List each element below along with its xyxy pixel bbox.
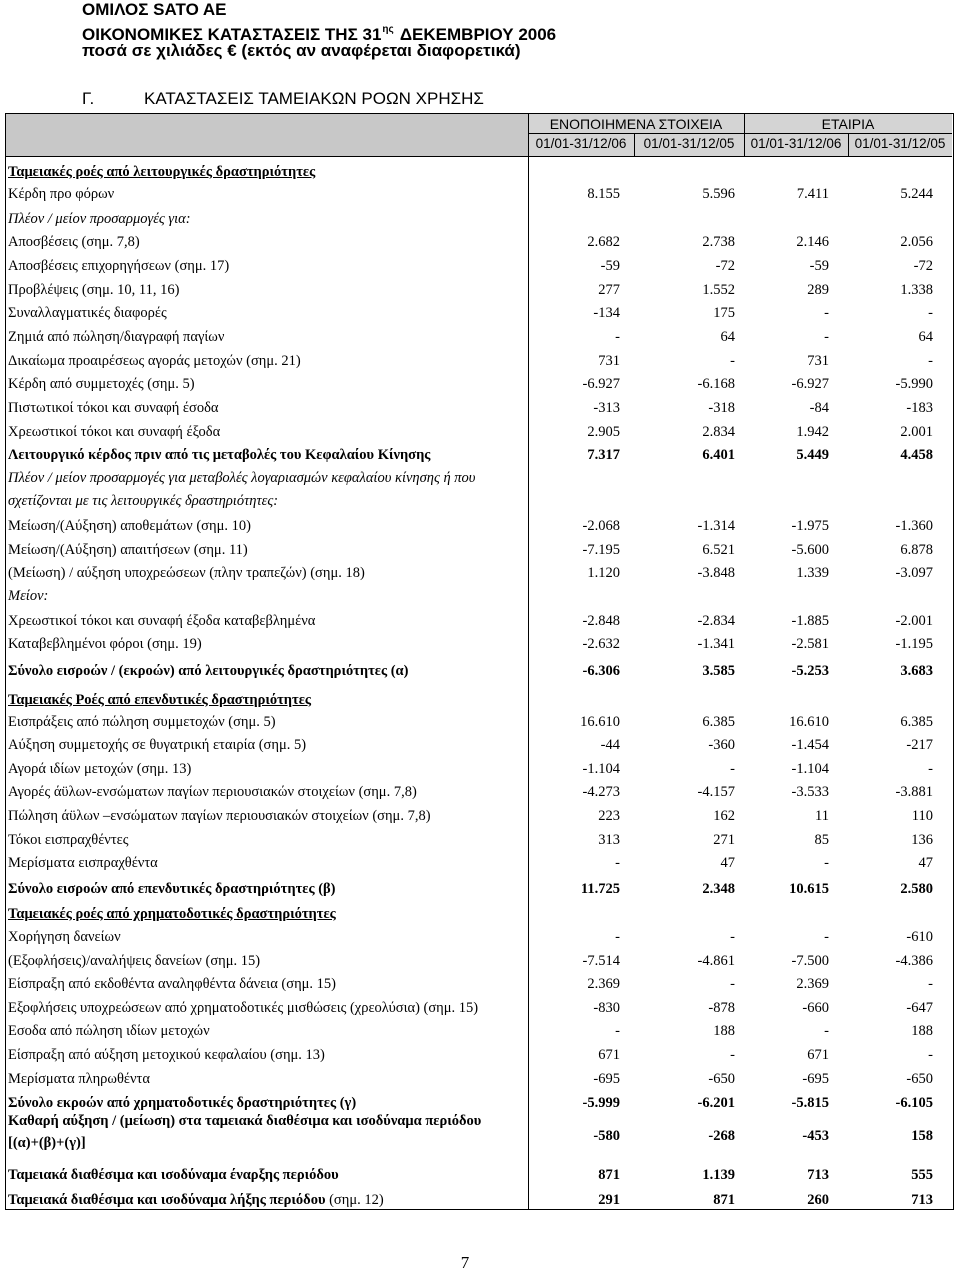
table-row (0, 420, 960, 444)
value-cell-4: 6.385 (900, 714, 933, 730)
value-cell-1: - (615, 855, 620, 871)
row-label (8, 710, 276, 734)
row-label (8, 733, 306, 757)
value-cell-2: 5.596 (702, 186, 735, 202)
value-cell-2: 871 (713, 1192, 735, 1208)
value-cell-1: -134 (593, 305, 620, 321)
value-cell-1: 871 (598, 1167, 620, 1183)
value-cell-2: -3.848 (697, 565, 735, 581)
value-cell-4: -1.360 (895, 518, 933, 534)
table-row (0, 325, 960, 349)
value-cell-2: - (730, 353, 735, 369)
row-label-text: Τόκοι εισπραχθέντες (8, 832, 129, 848)
value-cell-2: - (730, 761, 735, 777)
date-col-2: 01/01-31/12/05 (643, 136, 735, 151)
table-row (0, 466, 960, 490)
date-col-4: 01/01-31/12/05 (854, 136, 946, 151)
row-label-text: Πιστωτικοί τόκοι και συναφή έσοδα (8, 400, 219, 416)
section-letter: Γ. (82, 89, 95, 108)
row-label-text: Καθαρή αύξηση / (μείωση) στα ταμειακά διαθέσιμα και ισοδύναμα περιόδου (8, 1113, 482, 1129)
row-label-text: Πώληση άϋλων –ενσώματων παγίων περιουσιακών στοιχείων (σημ. 7,8) (8, 808, 431, 824)
value-cell-1: -7.514 (582, 953, 620, 969)
statements-title-main: ΟΙΚΟΝΟΜΙΚΕΣ ΚΑΤΑΣΤΑΣΕΙΣ ΤΗΣ 31 (82, 25, 382, 44)
value-cell-3: -1.104 (791, 761, 829, 777)
value-cell-3: 10.615 (789, 881, 829, 897)
value-cell-1: -830 (593, 1000, 620, 1016)
value-cell-2: 2.834 (702, 424, 735, 440)
value-cell-4: -647 (906, 1000, 933, 1016)
value-cell-1: -580 (593, 1128, 620, 1144)
value-cell-3: 713 (807, 1167, 829, 1183)
value-cell-2: - (730, 976, 735, 992)
row-label (8, 420, 220, 444)
value-cell-3: - (824, 929, 829, 945)
value-cell-2: -318 (708, 400, 735, 416)
value-cell-2: -268 (708, 1128, 735, 1144)
row-label (8, 349, 301, 373)
value-cell-2: -1.314 (697, 518, 735, 534)
row-label (8, 1110, 481, 1154)
table-row (0, 160, 960, 184)
table-row (0, 443, 960, 467)
row-label (8, 254, 229, 278)
value-cell-1: 223 (598, 808, 620, 824)
value-cell-1: -313 (593, 400, 620, 416)
row-label-text: Μείωση/(Αύξηση) απαιτήσεων (σημ. 11) (8, 542, 248, 558)
value-cell-2: 2.738 (702, 234, 735, 250)
row-label (8, 632, 202, 656)
table-row (0, 757, 960, 781)
section-heading (82, 89, 484, 109)
value-cell-2: -6.168 (697, 376, 735, 392)
table-row (0, 561, 960, 585)
statements-title-date: ΔΕΚΕΜΒΡΙΟΥ 2006 (399, 25, 557, 44)
value-cell-3: - (824, 329, 829, 345)
value-cell-2: -4.157 (697, 784, 735, 800)
value-cell-2: 271 (713, 832, 735, 848)
value-cell-4: 188 (911, 1023, 933, 1039)
row-label-text: σχετίζονται με τις λειτουργικές δραστηριότητες: (8, 493, 279, 509)
row-label-text: Ταμειακές ροές από χρηματοδοτικές δραστηριότητες (8, 906, 336, 922)
table-row (0, 254, 960, 278)
row-label-text: Ταμειακές Ροές από επενδυτικές δραστηριότητες (8, 692, 312, 708)
row-label-text: Μερίσματα πληρωθέντα (8, 1071, 150, 1087)
value-cell-4: -217 (906, 737, 933, 753)
value-cell-1: -2.632 (582, 636, 620, 652)
row-label (8, 325, 224, 349)
value-cell-3: 2.146 (796, 234, 829, 250)
value-cell-4: 1.338 (900, 282, 933, 298)
row-label (8, 561, 365, 585)
value-cell-2: 6.521 (702, 542, 735, 558)
row-label (8, 902, 336, 926)
row-label (8, 489, 278, 513)
value-cell-3: -5.600 (791, 542, 829, 558)
value-cell-4: - (928, 305, 933, 321)
value-cell-4: 4.458 (900, 447, 933, 463)
row-label-text: Αγορές άϋλων-ενσώματων παγίων περιουσιακών στοιχείων (σημ. 7,8) (8, 784, 417, 800)
value-cell-1: -7.195 (582, 542, 620, 558)
row-label-text: Εσοδα από πώληση ιδίων μετοχών (8, 1023, 210, 1039)
table-row (0, 996, 960, 1020)
value-cell-1: 11.725 (580, 881, 620, 897)
table-row (0, 972, 960, 996)
value-cell-4: 64 (918, 329, 933, 345)
row-label (8, 230, 140, 254)
value-cell-4: -5.990 (895, 376, 933, 392)
row-label (8, 443, 430, 467)
row-label (8, 160, 315, 184)
value-cell-1: -4.273 (582, 784, 620, 800)
value-cell-1: 731 (598, 353, 620, 369)
value-cell-3: -1.975 (791, 518, 829, 534)
value-cell-4: 110 (911, 808, 933, 824)
value-cell-2: 2.348 (702, 881, 735, 897)
table-row (0, 710, 960, 734)
row-label-text: Σύνολο εισροών από επενδυτικές δραστηριότητες (β) (8, 881, 336, 897)
row-label (8, 877, 336, 901)
value-cell-2: 64 (720, 329, 735, 345)
company-title: ΟΜΙΛΟΣ SATO AE (82, 0, 227, 19)
value-cell-4: 3.683 (900, 663, 933, 679)
row-label (8, 949, 260, 973)
value-cell-4: -3.097 (895, 565, 933, 581)
value-cell-4: -6.105 (895, 1095, 933, 1111)
header-divider (528, 133, 952, 134)
value-cell-4: - (928, 353, 933, 369)
value-cell-3: - (824, 855, 829, 871)
value-cell-4: -2.001 (895, 613, 933, 629)
row-label-text: Καταβεβλημένοι φόροι (σημ. 19) (8, 636, 202, 652)
table-row (0, 372, 960, 396)
row-label-text: Εξοφλήσεις υποχρεώσεων από χρηματοδοτικές μισθώσεις (χρεολύσια) (σημ. 15) (8, 1000, 479, 1016)
value-cell-3: -3.533 (791, 784, 829, 800)
value-cell-1: 2.369 (587, 976, 620, 992)
value-cell-2: - (730, 929, 735, 945)
row-label (8, 804, 431, 828)
value-cell-4: -3.881 (895, 784, 933, 800)
value-cell-2: 162 (713, 808, 735, 824)
value-cell-4: - (928, 976, 933, 992)
value-cell-2: -650 (708, 1071, 735, 1087)
row-label-text: Χορήγηση δανείων (8, 929, 121, 945)
row-label-text: Χρεωστικοί τόκοι και συναφή έξοδα (8, 424, 221, 440)
value-cell-3: 731 (807, 353, 829, 369)
row-label (8, 757, 191, 781)
value-cell-1: 7.317 (587, 447, 620, 463)
value-cell-2: -6.201 (697, 1095, 735, 1111)
value-cell-1: 313 (598, 832, 620, 848)
row-label (8, 1067, 150, 1091)
row-label-text: Αύξηση συμμετοχής σε θυγατρική εταιρία (σημ. 5) (8, 737, 307, 753)
row-label (8, 688, 311, 712)
row-label-text: Εισπράξεις από πώληση συμμετοχών (σημ. 5) (8, 714, 276, 730)
row-label-text: (Εξοφλήσεις)/αναλήψεις δανείων (σημ. 15) (8, 953, 261, 969)
value-cell-3: 5.449 (796, 447, 829, 463)
value-cell-2: 175 (713, 305, 735, 321)
row-label (8, 372, 195, 396)
value-cell-2: -1.341 (697, 636, 735, 652)
row-label-text: Ταμειακά διαθέσιμα και ισοδύναμα λήξης περιόδου (8, 1192, 326, 1208)
value-cell-1: -695 (593, 1071, 620, 1087)
value-cell-1: 16.610 (580, 714, 620, 730)
currency-note: ποσά σε χιλιάδες € (εκτός αν αναφέρεται διαφορετικά) (82, 41, 521, 60)
table-row (0, 182, 960, 206)
row-label-text: Αποσβέσεις (σημ. 7,8) (8, 234, 140, 250)
row-label-text: Είσπραξη από αύξηση μετοχικού κεφαλαίου (σημ. 13) (8, 1047, 325, 1063)
value-cell-2: 6.401 (702, 447, 735, 463)
row-label-text: Προβλέψεις (σημ. 10, 11, 16) (8, 282, 180, 298)
value-cell-3: 671 (807, 1047, 829, 1063)
value-cell-4: -1.195 (895, 636, 933, 652)
table-row (0, 902, 960, 926)
value-cell-4: -72 (913, 258, 933, 274)
value-cell-2: -2.834 (697, 613, 735, 629)
table-row (0, 301, 960, 325)
row-label (8, 1043, 325, 1067)
group-consolidated: ΕΝΟΠΟΙΗΜΕΝΑ ΣΤΟΙΧΕΙΑ (549, 116, 723, 132)
value-cell-3: -660 (802, 1000, 829, 1016)
value-cell-4: 2.580 (900, 881, 933, 897)
row-label-text: Συναλλαγματικές διαφορές (8, 305, 167, 321)
table-row (0, 733, 960, 757)
table-row (0, 514, 960, 538)
table-row (0, 1067, 960, 1091)
table-row (0, 688, 960, 712)
value-cell-3: -7.500 (791, 953, 829, 969)
row-label-text: Αγορά ιδίων μετοχών (σημ. 13) (8, 761, 192, 777)
table-row (0, 396, 960, 420)
table-row (0, 1163, 960, 1187)
table-row (0, 780, 960, 804)
value-cell-1: -2.848 (582, 613, 620, 629)
value-cell-1: - (615, 329, 620, 345)
value-cell-4: 158 (911, 1128, 933, 1144)
table-row (0, 828, 960, 852)
value-cell-3: -6.927 (791, 376, 829, 392)
value-cell-2: 3.585 (702, 663, 735, 679)
row-label-text: (Μείωση) / αύξηση υποχρεώσεων (πλην τραπεζών) (σημ. 18) (8, 565, 365, 581)
row-label (8, 1019, 210, 1043)
value-cell-4: 47 (918, 855, 933, 871)
row-label-text: Λειτουργικό κέρδος πριν από τις μεταβολές του Κεφαλαίου Κίνησης (8, 447, 431, 463)
row-label-continuation: [(α)+(β)+(γ)] (8, 1135, 86, 1151)
value-cell-3: -1.885 (791, 613, 829, 629)
value-cell-3: -5.815 (791, 1095, 829, 1111)
value-cell-2: 47 (720, 855, 735, 871)
value-cell-3: -2.581 (791, 636, 829, 652)
value-cell-2: -360 (708, 737, 735, 753)
value-cell-3: - (824, 1023, 829, 1039)
value-cell-3: -84 (809, 400, 829, 416)
row-label (8, 1188, 384, 1212)
value-cell-1: - (615, 929, 620, 945)
row-label (8, 538, 248, 562)
header-shade-left (6, 114, 528, 156)
value-cell-3: 1.339 (796, 565, 829, 581)
value-cell-1: 671 (598, 1047, 620, 1063)
row-label (8, 996, 478, 1020)
page-number: 7 (460, 1253, 470, 1272)
row-label-note: (σημ. 12) (325, 1192, 384, 1208)
value-cell-4: -650 (906, 1071, 933, 1087)
table-row (0, 230, 960, 254)
value-cell-1: 1.120 (587, 565, 620, 581)
value-cell-1: 291 (598, 1192, 620, 1208)
row-label (8, 514, 251, 538)
value-cell-1: -1.104 (582, 761, 620, 777)
value-cell-3: -695 (802, 1071, 829, 1087)
value-cell-1: -59 (600, 258, 620, 274)
row-label (8, 466, 475, 490)
table-row (0, 349, 960, 373)
row-label-text: Μείον: (8, 588, 49, 604)
value-cell-3: 7.411 (796, 186, 829, 202)
value-cell-2: 188 (713, 1023, 735, 1039)
value-cell-1: 8.155 (587, 186, 620, 202)
value-cell-4: 6.878 (900, 542, 933, 558)
row-label-text: Ταμειακές ροές από λειτουργικές δραστηριότητες (8, 164, 316, 180)
table-row (0, 925, 960, 949)
value-cell-1: 277 (598, 282, 620, 298)
date-col-3: 01/01-31/12/06 (750, 136, 842, 151)
value-cell-4: 5.244 (900, 186, 933, 202)
value-cell-2: -72 (715, 258, 735, 274)
row-label-text: Σύνολο εισροών / (εκροών) από λειτουργικές δραστηριότητες (α) (8, 663, 409, 679)
value-cell-1: -6.306 (582, 663, 620, 679)
value-cell-2: -4.861 (697, 953, 735, 969)
group-company: ΕΤΑΙΡΙΑ (821, 116, 875, 132)
value-cell-1: -44 (600, 737, 620, 753)
value-cell-4: -610 (906, 929, 933, 945)
table-row (0, 489, 960, 513)
table-row (0, 1188, 960, 1212)
table-row (0, 659, 960, 683)
header-bottom-line (6, 156, 952, 157)
value-cell-4: - (928, 1047, 933, 1063)
value-cell-4: 2.056 (900, 234, 933, 250)
table-row (0, 804, 960, 828)
value-cell-3: -1.454 (791, 737, 829, 753)
value-cell-3: 16.610 (789, 714, 829, 730)
row-label-text: Κέρδη προ φόρων (8, 186, 115, 202)
table-row (0, 1019, 960, 1043)
table-row (0, 851, 960, 875)
table-row (0, 584, 960, 608)
value-cell-4: 555 (911, 1167, 933, 1183)
table-row (0, 278, 960, 302)
table-row (0, 207, 960, 231)
table-row (0, 538, 960, 562)
section-title: ΚΑΤΑΣΤΑΣΕΙΣ ΤΑΜΕΙΑΚΩΝ ΡΟΩΝ ΧΡΗΣΗΣ (144, 89, 484, 108)
value-cell-3: 1.942 (796, 424, 829, 440)
row-label-text: Ζημιά από πώληση/διαγραφή παγίων (8, 329, 225, 345)
statements-title-suffix: ης (382, 24, 394, 35)
value-cell-3: -453 (802, 1128, 829, 1144)
value-cell-2: 6.385 (702, 714, 735, 730)
value-cell-1: 2.905 (587, 424, 620, 440)
value-cell-4: 713 (911, 1192, 933, 1208)
value-cell-2: 1.552 (702, 282, 735, 298)
value-cell-4: 2.001 (900, 424, 933, 440)
value-cell-3: 2.369 (796, 976, 829, 992)
row-label-text: Κέρδη από συμμετοχές (σημ. 5) (8, 376, 195, 392)
row-label-text: Αποσβέσεις επιχορηγήσεων (σημ. 17) (8, 258, 230, 274)
row-label (8, 396, 219, 420)
row-label (8, 851, 158, 875)
value-cell-1: -6.927 (582, 376, 620, 392)
value-cell-3: - (824, 305, 829, 321)
table-row (0, 1110, 960, 1151)
table-row (0, 949, 960, 973)
value-cell-4: 136 (911, 832, 933, 848)
table-row (0, 632, 960, 656)
row-label-text: Χρεωστικοί τόκοι και συναφή έξοδα καταβεβλημένα (8, 613, 316, 629)
value-cell-3: 260 (807, 1192, 829, 1208)
row-label (8, 609, 315, 633)
table-row (0, 1043, 960, 1067)
value-cell-3: 289 (807, 282, 829, 298)
row-label-text: Πλέον / μείον προσαρμογές για: (8, 211, 191, 227)
value-cell-1: -5.999 (582, 1095, 620, 1111)
row-label-text: Είσπραξη από εκδοθέντα αναληφθέντα δάνεια (σημ. 15) (8, 976, 337, 992)
row-label-text: Δικαίωμα προαιρέσεως αγοράς μετοχών (σημ. 21) (8, 353, 301, 369)
value-cell-3: -5.253 (791, 663, 829, 679)
row-label (8, 1163, 339, 1187)
row-label (8, 925, 121, 949)
table-row (0, 877, 960, 901)
row-label-text: Σύνολο εκροών από χρηματοδοτικές δραστηριότητες (γ) (8, 1095, 357, 1111)
row-label (8, 659, 408, 683)
value-cell-1: -2.068 (582, 518, 620, 534)
table-row (0, 609, 960, 633)
row-label (8, 301, 167, 325)
row-label-text: Μείωση/(Αύξηση) αποθεμάτων (σημ. 10) (8, 518, 251, 534)
value-cell-4: -4.386 (895, 953, 933, 969)
value-cell-2: 1.139 (702, 1167, 735, 1183)
row-label (8, 972, 336, 996)
value-cell-3: 85 (814, 832, 829, 848)
row-label (8, 584, 48, 608)
row-label-text: Πλέον / μείον προσαρμογές για μεταβολές λογαριασμών κεφαλαίου κίνησης ή που (8, 470, 476, 486)
row-label (8, 828, 129, 852)
row-label-text: Μερίσματα εισπραχθέντα (8, 855, 158, 871)
value-cell-3: -59 (809, 258, 829, 274)
value-cell-2: - (730, 1047, 735, 1063)
value-cell-2: -878 (708, 1000, 735, 1016)
date-col-1: 01/01-31/12/06 (535, 136, 627, 151)
value-cell-1: - (615, 1023, 620, 1039)
value-cell-1: 2.682 (587, 234, 620, 250)
row-label (8, 780, 417, 804)
row-label (8, 182, 114, 206)
value-cell-4: - (928, 761, 933, 777)
row-label-text: Ταμειακά διαθέσιμα και ισοδύναμα έναρξης περιόδου (8, 1167, 339, 1183)
row-label (8, 207, 191, 231)
value-cell-4: -183 (906, 400, 933, 416)
value-cell-3: 11 (815, 808, 829, 824)
row-label (8, 278, 179, 302)
